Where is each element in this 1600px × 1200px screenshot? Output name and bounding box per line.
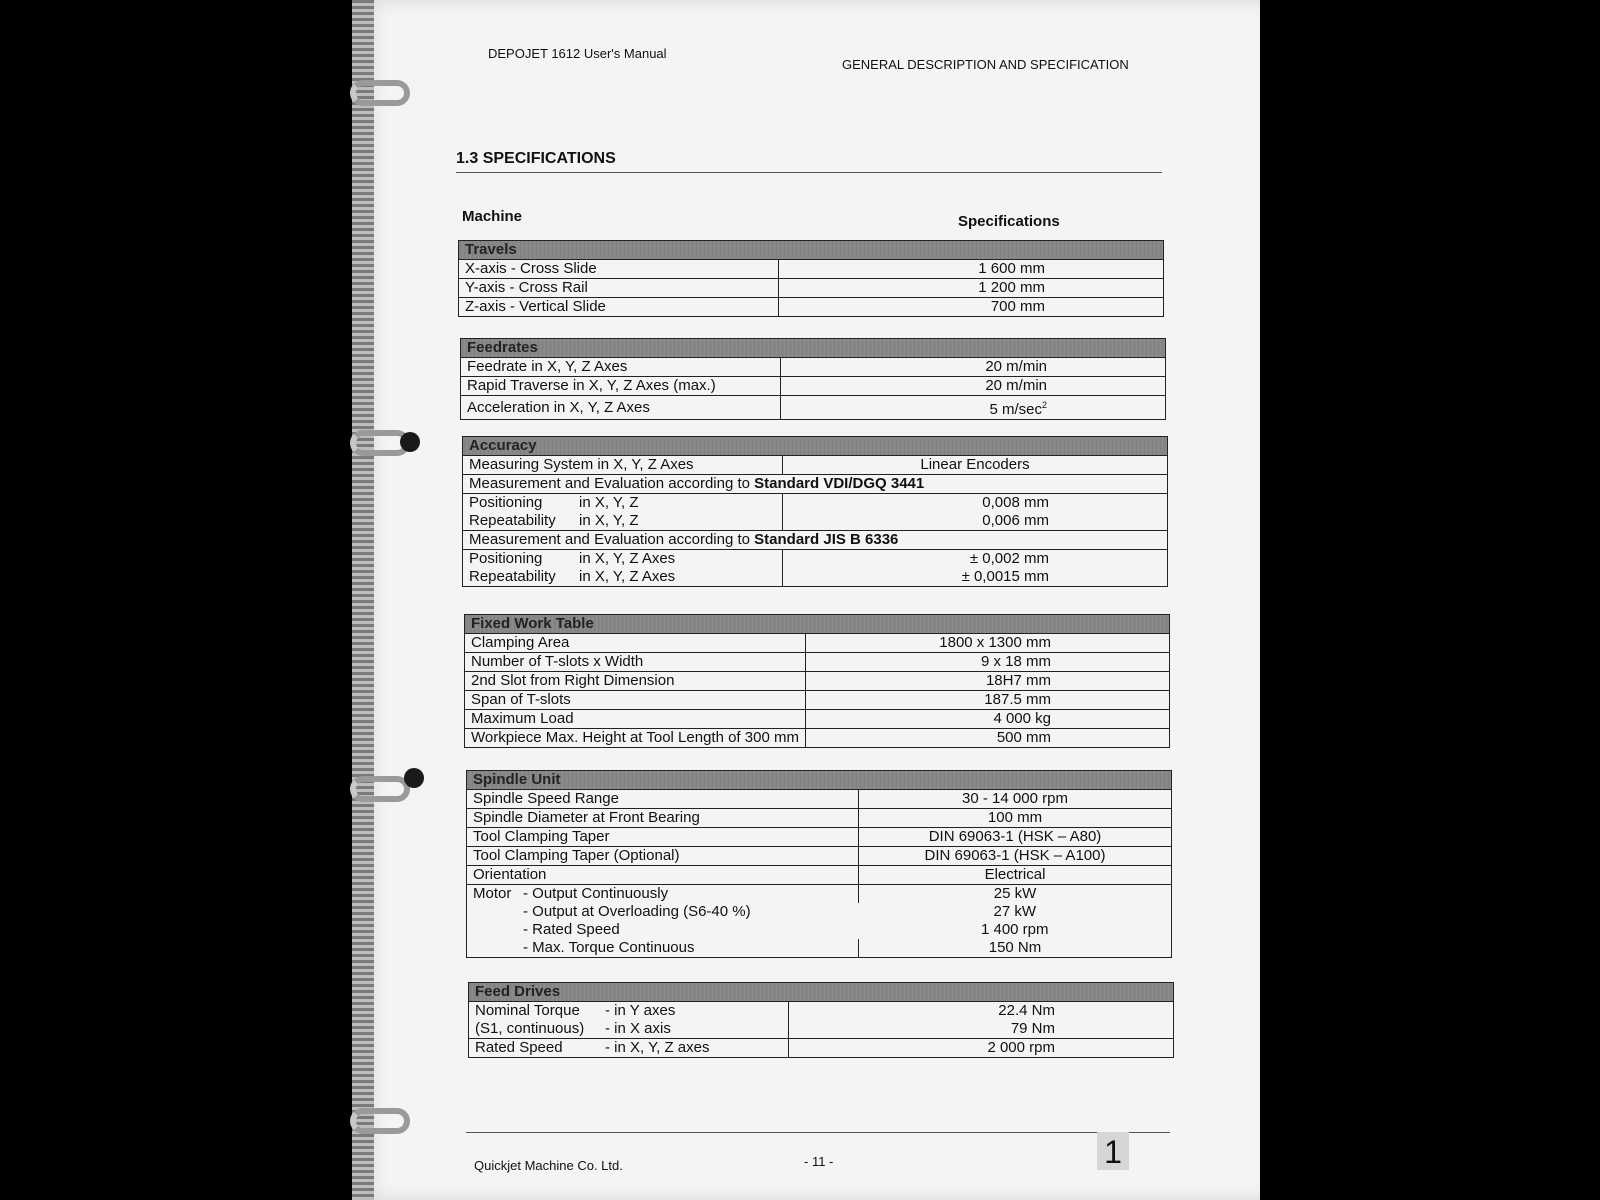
row-label-text: Repeatability	[469, 512, 556, 529]
row-label-text: - Max. Torque Continuous	[523, 939, 695, 956]
row-label-text: (S1, continuous)	[475, 1020, 585, 1037]
binder-ring	[350, 80, 410, 106]
row-label: Maximum Load	[465, 710, 806, 729]
row-label: Spindle Diameter at Front Bearing	[467, 809, 859, 828]
table-row	[463, 568, 1168, 587]
row-value: 0,006 mm	[783, 512, 1168, 531]
binder-ring	[350, 1108, 410, 1134]
column-header-machine: Machine	[462, 208, 523, 225]
table-row	[465, 634, 1170, 653]
table-row	[467, 866, 1172, 885]
table-row	[469, 1020, 1174, 1039]
row-label	[467, 903, 859, 921]
row-label-text: - Output at Overloading (S6-40 %)	[523, 903, 751, 920]
standard-text: Measurement and Evaluation according to	[469, 531, 755, 548]
table-row	[463, 475, 1168, 494]
table-row	[467, 847, 1172, 866]
row-value: 1 600 mm	[779, 260, 1164, 279]
binder-ring	[350, 776, 410, 802]
row-label: Workpiece Max. Height at Tool Length of 300 mm	[465, 729, 806, 748]
table-row	[467, 903, 1172, 921]
row-value	[781, 396, 1166, 420]
table-row	[463, 494, 1168, 513]
table-row	[463, 456, 1168, 475]
row-value: 25 kW	[859, 885, 1172, 904]
punch-hole	[400, 432, 420, 452]
table-row	[467, 921, 1172, 939]
group-title: Feedrates	[461, 339, 1166, 358]
group-title: Fixed Work Table	[465, 615, 1170, 634]
table-row	[469, 1039, 1174, 1058]
row-value: 79 Nm	[789, 1020, 1174, 1039]
table-row	[467, 828, 1172, 847]
table-row	[459, 298, 1164, 317]
row-axes: in X, Y, Z	[579, 494, 639, 511]
row-value: Electrical	[859, 866, 1172, 885]
punch-hole	[404, 768, 424, 788]
row-label	[463, 512, 783, 531]
row-label-text: - Output Continuously	[523, 885, 669, 902]
row-label-text: - Rated Speed	[523, 921, 620, 938]
row-value: 9 x 18 mm	[805, 653, 1169, 672]
row-label	[469, 1002, 789, 1021]
row-value: 1 200 mm	[779, 279, 1164, 298]
table-row	[463, 512, 1168, 531]
table-row	[459, 260, 1164, 279]
row-label	[463, 494, 783, 513]
row-value: ± 0,002 mm	[783, 550, 1168, 569]
row-label-text: Nominal Torque	[475, 1002, 580, 1019]
row-label	[463, 568, 783, 587]
row-label: Tool Clamping Taper (Optional)	[467, 847, 859, 866]
row-value: Linear Encoders	[783, 456, 1168, 475]
row-label-text: Positioning	[469, 550, 543, 567]
row-label: Rapid Traverse in X, Y, Z Axes (max.)	[461, 377, 781, 396]
row-label: Y-axis - Cross Rail	[459, 279, 779, 298]
row-label: Tool Clamping Taper	[467, 828, 859, 847]
section-rule	[456, 172, 1162, 173]
row-value: 1800 x 1300 mm	[805, 634, 1169, 653]
row-label	[469, 1020, 789, 1039]
row-value: 100 mm	[859, 809, 1172, 828]
table-row	[463, 550, 1168, 569]
row-label-text: Rated Speed	[475, 1039, 563, 1056]
table-row	[461, 358, 1166, 377]
feed-drives-table	[468, 982, 1174, 1058]
table-row	[463, 531, 1168, 550]
row-value: 27 kW	[859, 903, 1172, 921]
row-sub: - in Y axes	[605, 1002, 676, 1019]
row-value: DIN 69063-1 (HSK – A100)	[859, 847, 1172, 866]
row-axes: in X, Y, Z Axes	[579, 568, 676, 585]
row-label: Feedrate in X, Y, Z Axes	[461, 358, 781, 377]
table-row	[467, 885, 1172, 904]
footer-company: Quickjet Machine Co. Ltd.	[474, 1158, 623, 1173]
row-label: 2nd Slot from Right Dimension	[465, 672, 806, 691]
motor-label: Motor	[473, 885, 512, 902]
row-value-text: 5 m/sec	[989, 401, 1042, 418]
row-label	[467, 885, 859, 904]
group-title: Feed Drives	[469, 983, 1174, 1002]
binder-spine	[352, 0, 374, 1200]
row-label: Z-axis - Vertical Slide	[459, 298, 779, 317]
section-title: 1.3 SPECIFICATIONS	[456, 150, 616, 167]
superscript: 2	[1041, 400, 1047, 410]
row-value: 700 mm	[779, 298, 1164, 317]
row-label: Number of T-slots x Width	[465, 653, 806, 672]
row-value: 18H7 mm	[805, 672, 1169, 691]
row-label: Spindle Speed Range	[467, 790, 859, 809]
row-label	[467, 939, 859, 958]
spindle-table	[466, 770, 1172, 958]
worktable-table	[464, 614, 1170, 748]
standard-row	[463, 475, 1168, 494]
footer-page-number: - 11 -	[804, 1154, 834, 1169]
table-row	[467, 809, 1172, 828]
standard-name: Standard VDI/DGQ 3441	[754, 475, 925, 492]
row-value: 150 Nm	[859, 939, 1172, 958]
row-label	[463, 550, 783, 569]
group-title: Accuracy	[463, 437, 1168, 456]
table-row	[467, 790, 1172, 809]
standard-name: Standard JIS B 6336	[754, 531, 899, 548]
table-row	[465, 672, 1170, 691]
row-value: 4 000 kg	[805, 710, 1169, 729]
header-section-title: GENERAL DESCRIPTION AND SPECIFICATION	[842, 57, 1129, 72]
row-axes: in X, Y, Z	[579, 512, 639, 529]
row-value: ± 0,0015 mm	[783, 568, 1168, 587]
table-row	[467, 939, 1172, 958]
row-label: Acceleration in X, Y, Z Axes	[461, 396, 781, 420]
table-row	[469, 1002, 1174, 1021]
row-sub: - in X axis	[605, 1020, 671, 1037]
row-label: Orientation	[467, 866, 859, 885]
table-row	[465, 710, 1170, 729]
footer-rule	[466, 1132, 1170, 1133]
table-row	[465, 653, 1170, 672]
row-label	[469, 1039, 789, 1058]
row-axes: in X, Y, Z Axes	[579, 550, 676, 567]
accuracy-table	[462, 436, 1168, 587]
row-label: Clamping Area	[465, 634, 806, 653]
row-sub: - in X, Y, Z axes	[605, 1039, 710, 1056]
row-value: 30 - 14 000 rpm	[859, 790, 1172, 809]
row-label: Span of T-slots	[465, 691, 806, 710]
row-label-text: Repeatability	[469, 568, 556, 585]
row-label: X-axis - Cross Slide	[459, 260, 779, 279]
travels-table	[458, 240, 1164, 317]
feedrates-table	[460, 338, 1166, 420]
table-row	[461, 377, 1166, 396]
row-value: 2 000 rpm	[789, 1039, 1174, 1058]
column-header-specifications: Specifications	[958, 213, 1060, 230]
group-title: Travels	[459, 241, 1164, 260]
chapter-tab: 1	[1097, 1132, 1129, 1170]
row-value: DIN 69063-1 (HSK – A80)	[859, 828, 1172, 847]
header-manual-title: DEPOJET 1612 User's Manual	[488, 46, 667, 61]
row-value: 1 400 rpm	[859, 921, 1172, 939]
row-value: 0,008 mm	[783, 494, 1168, 513]
table-row	[459, 279, 1164, 298]
group-title: Spindle Unit	[467, 771, 1172, 790]
row-value: 20 m/min	[781, 358, 1166, 377]
row-value: 187.5 mm	[805, 691, 1169, 710]
row-value: 20 m/min	[781, 377, 1166, 396]
row-label-text: Positioning	[469, 494, 543, 511]
standard-row	[463, 531, 1168, 550]
row-value: 500 mm	[805, 729, 1169, 748]
table-row	[461, 396, 1166, 420]
row-label	[467, 921, 859, 939]
row-label: Measuring System in X, Y, Z Axes	[463, 456, 783, 475]
table-row	[465, 729, 1170, 748]
standard-text: Measurement and Evaluation according to	[469, 475, 755, 492]
table-row	[465, 691, 1170, 710]
row-value: 22.4 Nm	[789, 1002, 1174, 1021]
